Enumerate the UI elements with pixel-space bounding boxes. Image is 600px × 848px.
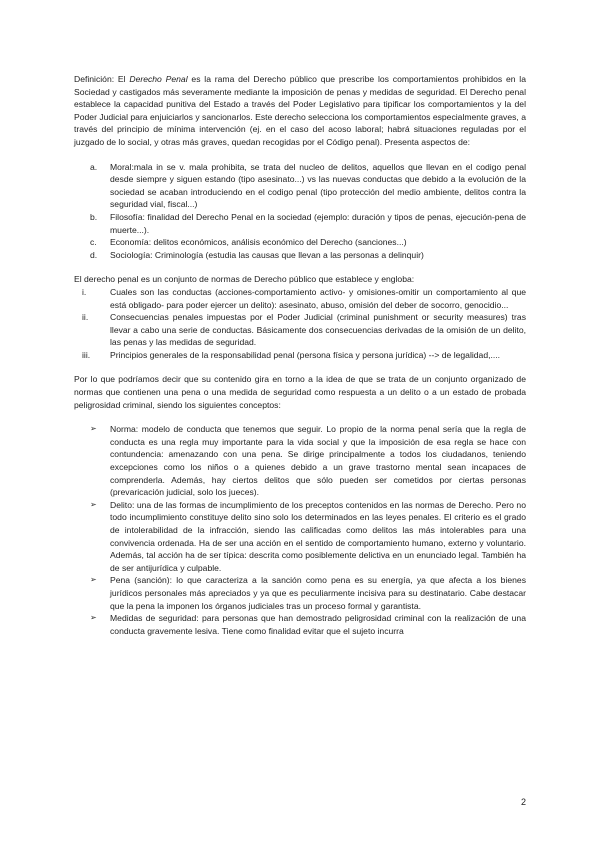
list-marker: d. — [90, 249, 98, 260]
list-item-text: Delito: una de las formas de incumplimiento de los preceptos contenidos en las normas de Derecho. Pero no todo incumplimiento constituye delito sino solo los determinados en las leyes penales. El criterio es el grado de intolerabilidad de la infracción, siendo las calificadas como delitos las más intolerables para una convivencia ordenada. Ha de ser una acción en el sentido de comportamiento humano, externo y voluntario. Además, tal acción ha de ser típica: descrita como posiblemente delictiva en un enunciado legal. También ha de ser antijurídica y culpable. — [110, 499, 526, 573]
list-item-text: Sociología: Criminología (estudia las causas que llevan a las personas a delinquir) — [110, 249, 424, 260]
list-marker: i. — [82, 286, 87, 297]
list-item — [74, 499, 526, 575]
list-item — [74, 612, 526, 637]
list-item-text: Cuales son las conductas (acciones-comportamiento activo- y omisiones-omitir un comportamiento al que está obligado- para poder ejercer un delito): asesinato, abuso, omisión del deber de socorro, genocidio... — [110, 286, 526, 310]
list-item-text: Norma: modelo de conducta que tenemos que seguir. Lo propio de la norma penal sería que la regla de conducta es una regla muy importante para la vida social y que la imposición de esa regla se hace con contundencia: amenazando con una pena. Se dirige principalmente a todos los ciudadanos, teniendo excepciones como los niños o a quienes debido a un grave trastorno mental sean incapaces de comprenderla. Además, hay ciertos delitos que sólo pueden ser cometidos por ciertas personas (prevaricación judicial, solo los jueces). — [110, 424, 526, 498]
list-item-text: Pena (sanción): lo que caracteriza a la sanción como pena es su energía, ya que afecta a los bienes jurídicos personales más apreciados y ya que es peculiarmente incisiva para su destinatario. Cabe destacar que la pena la imponen los órganos judiciales tras un proceso formal y garantista. — [110, 575, 526, 611]
definition-lead: Definición: El — [74, 74, 130, 84]
list-item-text: Medidas de seguridad: para personas que han demostrado peligrosidad criminal con la realización de una conducta gravemente lesiva. Tiene como finalidad evitar que el sujeto incurra — [110, 613, 526, 636]
list-item — [74, 249, 526, 262]
arrow-bullet-icon: ➢ — [90, 424, 97, 434]
definition-term: Derecho Penal — [129, 74, 188, 84]
list-marker: ii. — [82, 312, 89, 323]
norms-list — [74, 286, 526, 362]
aspects-list — [74, 161, 526, 262]
list-marker: c. — [90, 237, 97, 248]
list-marker: iii. — [82, 349, 91, 360]
list-item-text: Economía: delitos económicos, análisis económico del Derecho (sanciones...) — [110, 237, 407, 248]
definition-text: es la rama del Derecho público que prescribe los comportamientos prohibidos en la Sociedad y castigados más severamente mediante la imposición de penas y medidas de seguridad. El Derecho penal establece la capacidad punitiva del Estado a través del Poder Legislativo para tipificar los comportamientos y la del Poder Judicial para enjuiciarlos y sancionarlos. Este derecho selecciona los comportamientos especialmente graves, a través del principio de mínima intervención (ej. en el caso del acoso laboral; habrá situaciones reguladas por el juzgado de lo social, y otras más graves, quedan recogidas por el Código penal). Presenta aspectos de: — [74, 74, 526, 147]
list-marker: a. — [90, 161, 98, 172]
page-number: 2 — [520, 797, 526, 807]
list-item-text: Consecuencias penales impuestas por el Poder Judicial (criminal punishment or security measures) tras llevar a cabo una serie de conductas. Básicamente dos consecuencias derivadas de la omisión de un delito, las penas y las medidas de seguridad. — [110, 312, 526, 348]
list-item — [74, 423, 526, 499]
list-item — [74, 311, 526, 349]
arrow-bullet-icon: ➢ — [90, 499, 97, 509]
list-item — [74, 286, 526, 311]
list-item — [74, 574, 526, 612]
concepts-list — [74, 423, 526, 637]
list-item-text: Principios generales de la responsabilidad penal (persona física y persona jurídica) --> de legalidad,.... — [110, 349, 501, 360]
list-item — [74, 349, 526, 362]
arrow-bullet-icon: ➢ — [90, 613, 97, 623]
list-item — [74, 236, 526, 249]
list-item-text: Moral:mala in se v. mala prohibita, se trata del nucleo de delitos, aquellos que llevan en el codigo penal desde siempre y siguen estando (tipo asesinato...) vs las nuevas conductas que debido a la evolución de la sociedad se acaban introduciendo en el codigo penal (tipo protección del medio ambiente, delitos contra la seguridad vial, fiscal...) — [110, 161, 526, 210]
list-item — [74, 161, 526, 211]
norms-intro: El derecho penal es un conjunto de normas de Derecho público que establece y engloba: — [74, 274, 415, 285]
summary-paragraph: Por lo que podríamos decir que su contenido gira en torno a la idea de que se trata de un conjunto organizado de normas que contienen una pena o una medida de seguridad como respuesta a un delito o a un estado de probada peligrosidad criminal, siendo los siguientes conceptos: — [74, 374, 526, 410]
list-item-text: Filosofía: finalidad del Derecho Penal en la sociedad (ejemplo: duración y tipos de penas, ejecución-pena de muerte...). — [110, 211, 526, 235]
page-body — [74, 73, 526, 637]
list-item — [74, 211, 526, 236]
definition-paragraph — [74, 73, 526, 149]
arrow-bullet-icon: ➢ — [90, 575, 97, 585]
list-marker: b. — [90, 211, 98, 222]
